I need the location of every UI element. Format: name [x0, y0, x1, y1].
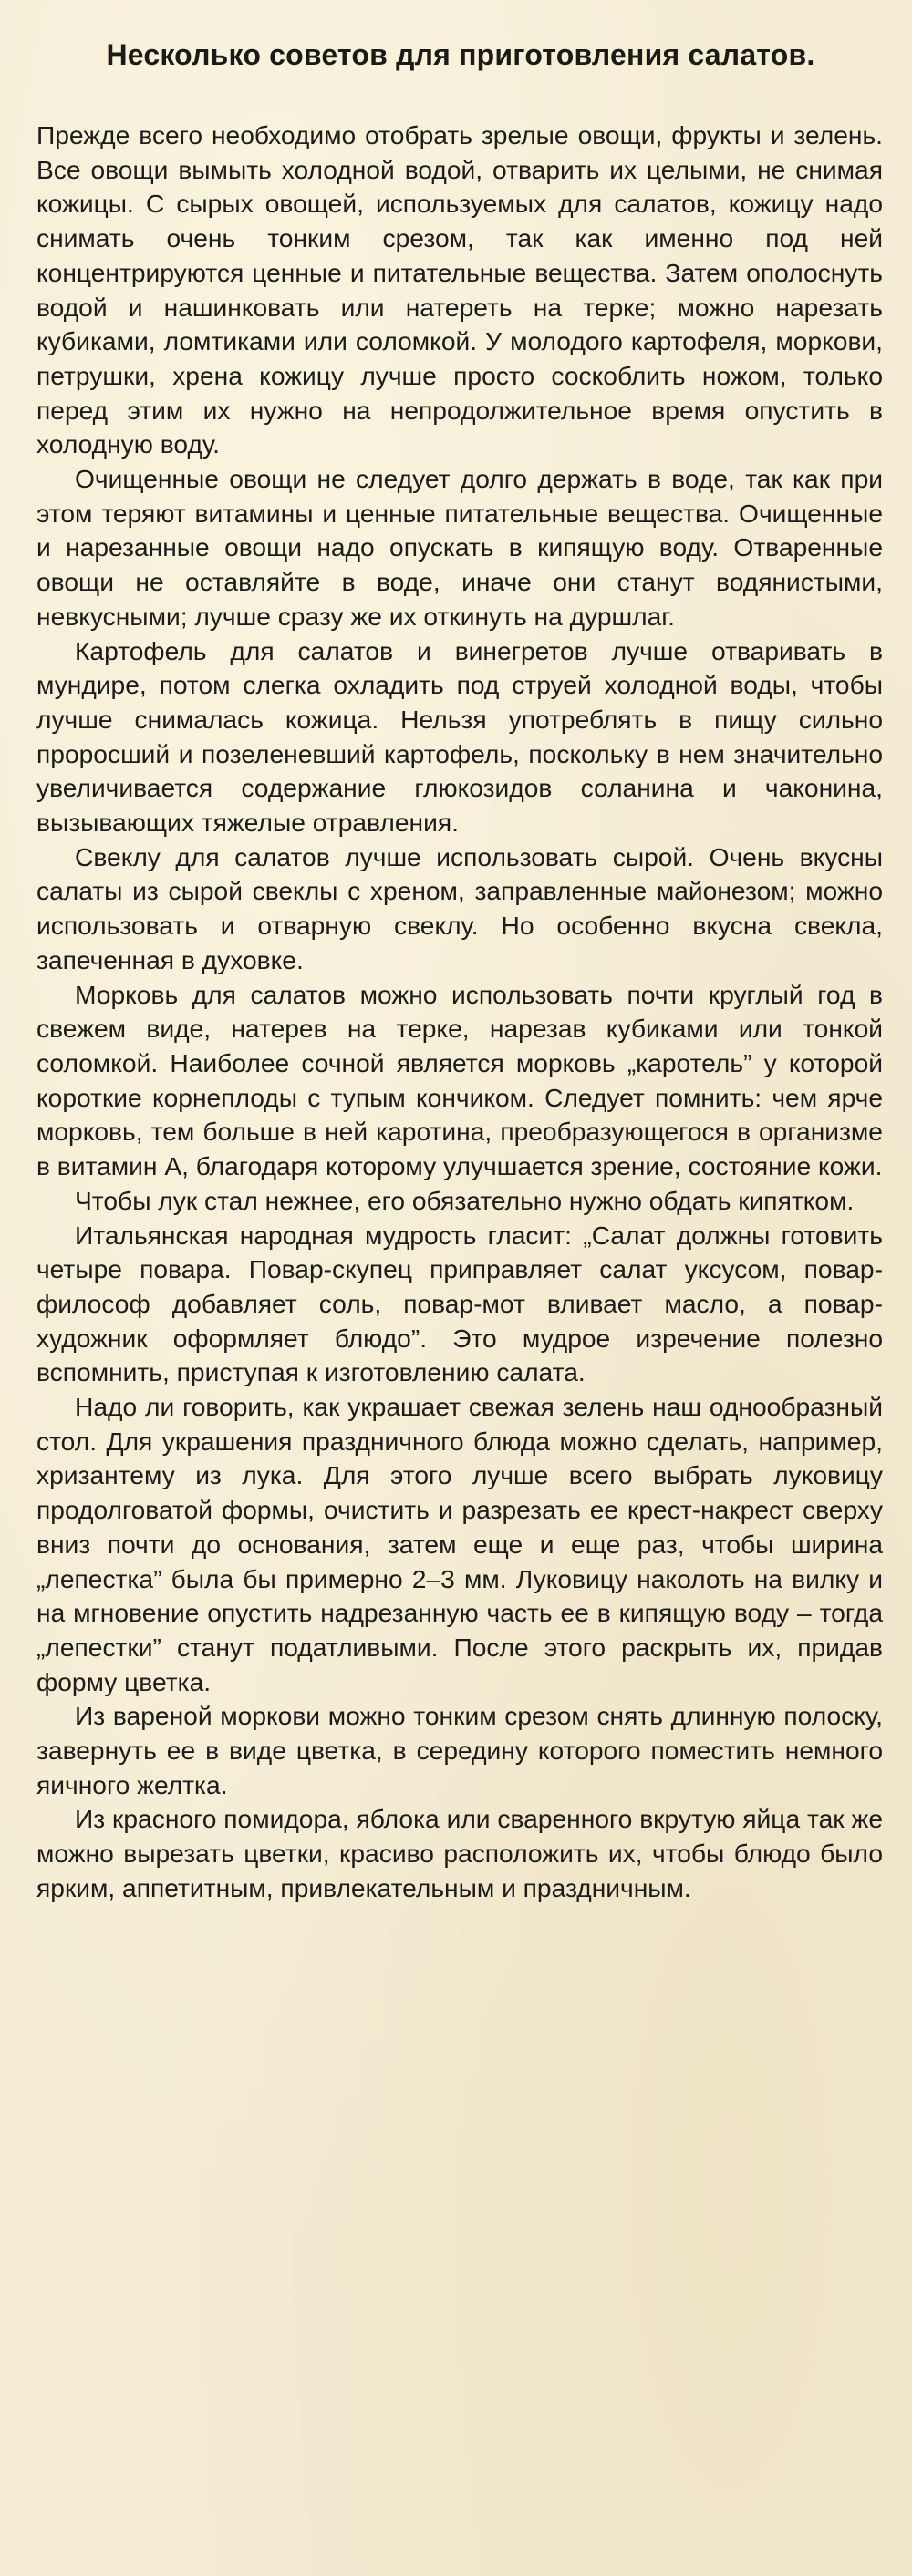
- paragraph: Итальянская народная мудрость гласит: „Салат должны готовить четыре повара. Повар-скупец приправляет салат уксусом, повар-философ добавляет соль, повар-мот вливает масло, а повар-художник оформляет блюдо”. Это мудрое изречение полезно вспомнить, приступая к изготовлению салата.: [36, 1220, 883, 1387]
- paragraph: Из вареной моркови можно тонким срезом снять длинную полоску, завернуть ее в виде цветка, в середину которого поместить немного яичного желтка.: [36, 1701, 883, 1799]
- document-title: Несколько советов для приготовления салатов.: [106, 38, 815, 71]
- paragraph: Чтобы лук стал нежнее, его обязательно нужно обдать кипятком.: [75, 1185, 855, 1215]
- paragraph: Картофель для салатов и винегретов лучше отваривать в мундире, потом слегка охладить под струей холодной воды, чтобы лучше снималась кожица. Нельзя употреблять в пищу сильно проросший и позеленевший картофель, поскольку в нем значительно увеличивается содержание глюкозидов соланина и чаконина, вызывающих тяжелые отравления.: [36, 635, 883, 838]
- document-body: [36, 118, 883, 1906]
- paragraph: Свеклу для салатов лучше использовать сырой. Очень вкусны салаты из сырой свеклы с хреном, заправленные майонезом; можно использовать и отварную свеклу. Но особенно вкусна свекла, запеченная в духовке.: [36, 841, 883, 974]
- paragraph: Прежде всего необходимо отобрать зрелые овощи, фрукты и зелень. Все овощи вымыть холодной водой, отварить их целыми, не снимая кожицы. С сырых овощей, используемых для салатов, кожицу надо снимать очень тонким срезом, так как именно под ней концентрируются ценные и питательные вещества. Затем ополоснуть водой и нашинковать или натереть на терке; можно нарезать кубиками, ломтиками или соломкой. У молодого картофеля, моркови, петрушки, хрена кожицу лучше просто соскоблить ножом, только перед этим их нужно на непродолжительное время опустить в холодную воду.: [36, 120, 883, 459]
- paragraph: Морковь для салатов можно использовать почти круглый год в свежем виде, натерев на терке, нарезав кубиками или тонкой соломкой. Наиболее сочной является морковь „каротель” у которой короткие корнеплоды с тупым кончиком. Следует помнить: чем ярче морковь, тем больше в ней каротина, преобразующегося в организме в витамин А, благодаря которому улучшается зрение, состояние кожи.: [36, 979, 883, 1181]
- paragraph: Из красного помидора, яблока или сваренного вкрутую яйца так же можно вырезать цветки, красиво расположить их, чтобы блюдо было ярким, аппетитным, привлекательным и праздничным.: [36, 1804, 883, 1902]
- paragraph: Очищенные овощи не следует долго держать в воде, так как при этом теряют витамины и ценные питательные вещества. Очищенные и нарезанные овощи надо опускать в кипящую воду. Отваренные овощи не оставляйте в воде, иначе они станут водянистыми, невкусными; лучше сразу же их откинуть на дуршлаг.: [36, 464, 883, 631]
- paragraph: Надо ли говорить, как украшает свежая зелень наш однообразный стол. Для украшения праздничного блюда можно сделать, например, хризантему из лука. Для этого лучше всего выбрать луковицу продолговатой формы, очистить и разрезать ее крест-накрест сверху вниз почти до основания, затем еще и еще раз, чтобы ширина „лепестка” была бы примерно 2–3 мм. Луковицу наколоть на вилку и на мгновение опустить надрезанную часть ее в кипящую воду – тогда „лепестки” станут податливыми. После этого раскрыть их, придав форму цветка.: [36, 1392, 883, 1696]
